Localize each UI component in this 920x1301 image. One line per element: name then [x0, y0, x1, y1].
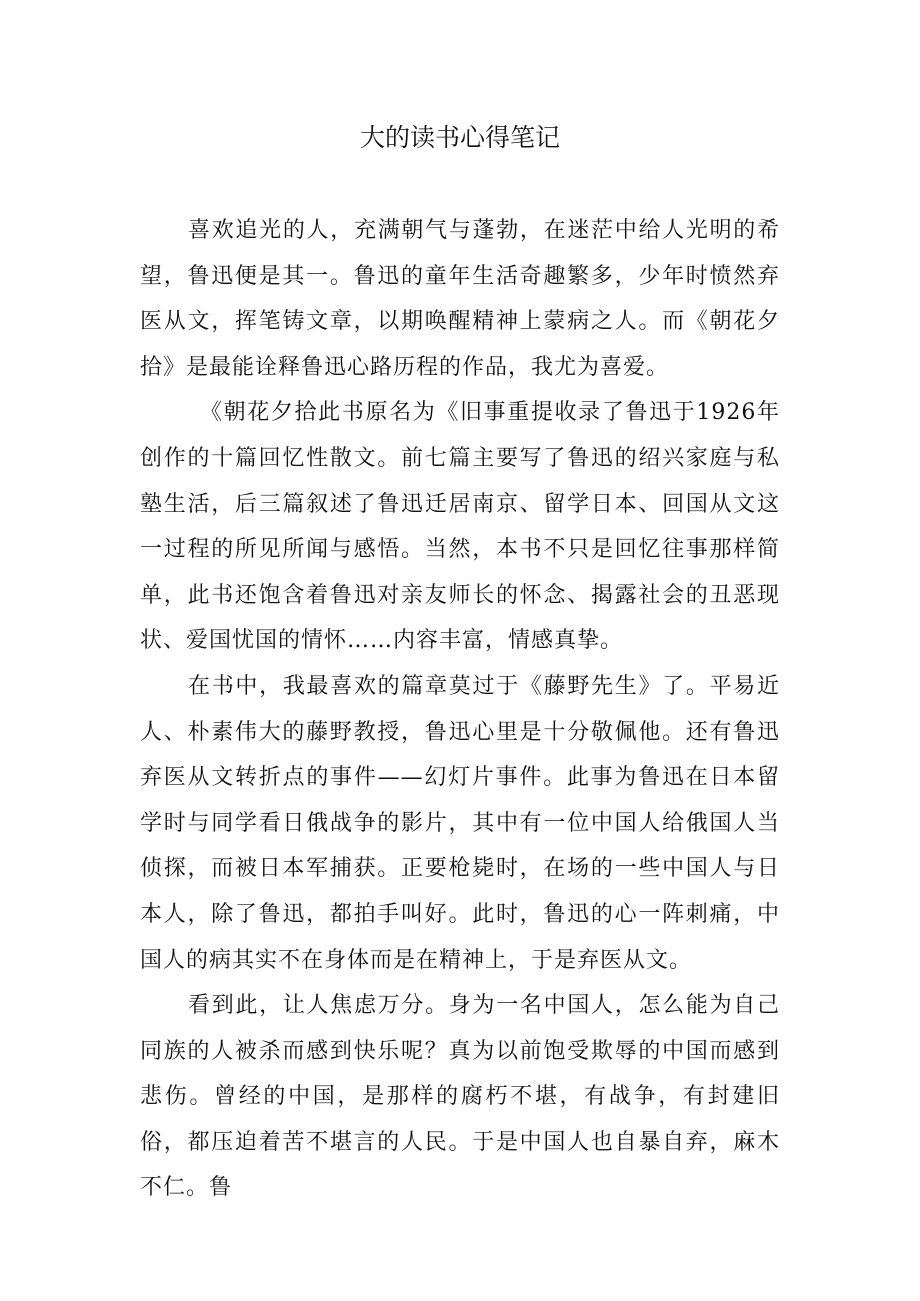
paragraph-book-summary: 《朝花夕拾此书原名为《旧事重提收录了鲁迅于1926年创作的十篇回忆性散文。前七篇主要写了鲁迅的绍兴家庭与私塾生活，后三篇叙述了鲁迅迁居南京、留学日本、回国从文这一过程的所见所闻与感悟。当然，本书不只是回忆往事那样简单，此书还饱含着鲁迅对亲友师长的怀念、揭露社会的丑恶现状、爱国忧国的情怀……内容丰富，情感真挚。 [140, 400, 780, 654]
document-body [140, 208, 780, 1211]
paragraph-reflection: 看到此，让人焦虑万分。身为一名中国人，怎么能为自己同族的人被杀而感到快乐呢？真为以前饱受欺辱的中国而感到悲伤。曾经的中国，是那样的腐朽不堪，有战争，有封建旧俗，都压迫着苦不堪言的人民。于是中国人也自暴自弃，麻木不仁。鲁 [140, 993, 780, 1201]
paragraph-favorite-chapter: 在书中，我最喜欢的篇章莫过于《藤野先生》了。平易近人、朴素伟大的藤野教授，鲁迅心里是十分敬佩他。还有鲁迅弃医从文转折点的事件——幻灯片事件。此事为鲁迅在日本留学时与同学看日俄战争的影片，其中有一位中国人给俄国人当侦探，而被日本军捕获。正要枪毙时，在场的一些中国人与日本人，除了鲁迅，都拍手叫好。此时，鲁迅的心一阵刺痛，中国人的病其实不在身体而是在精神上，于是弃医从文。 [140, 673, 780, 973]
document-title: 大的读书心得笔记 [359, 123, 560, 152]
paragraph-intro: 喜欢追光的人，充满朝气与蓬勃，在迷茫中给人光明的希望，鲁迅便是其一。鲁迅的童年生活奇趣繁多，少年时愤然弃医从文，挥笔铸文章，以期唤醒精神上蒙病之人。而《朝花夕拾》是最能诠释鲁迅心路历程的作品，我尤为喜爱。 [140, 218, 780, 380]
